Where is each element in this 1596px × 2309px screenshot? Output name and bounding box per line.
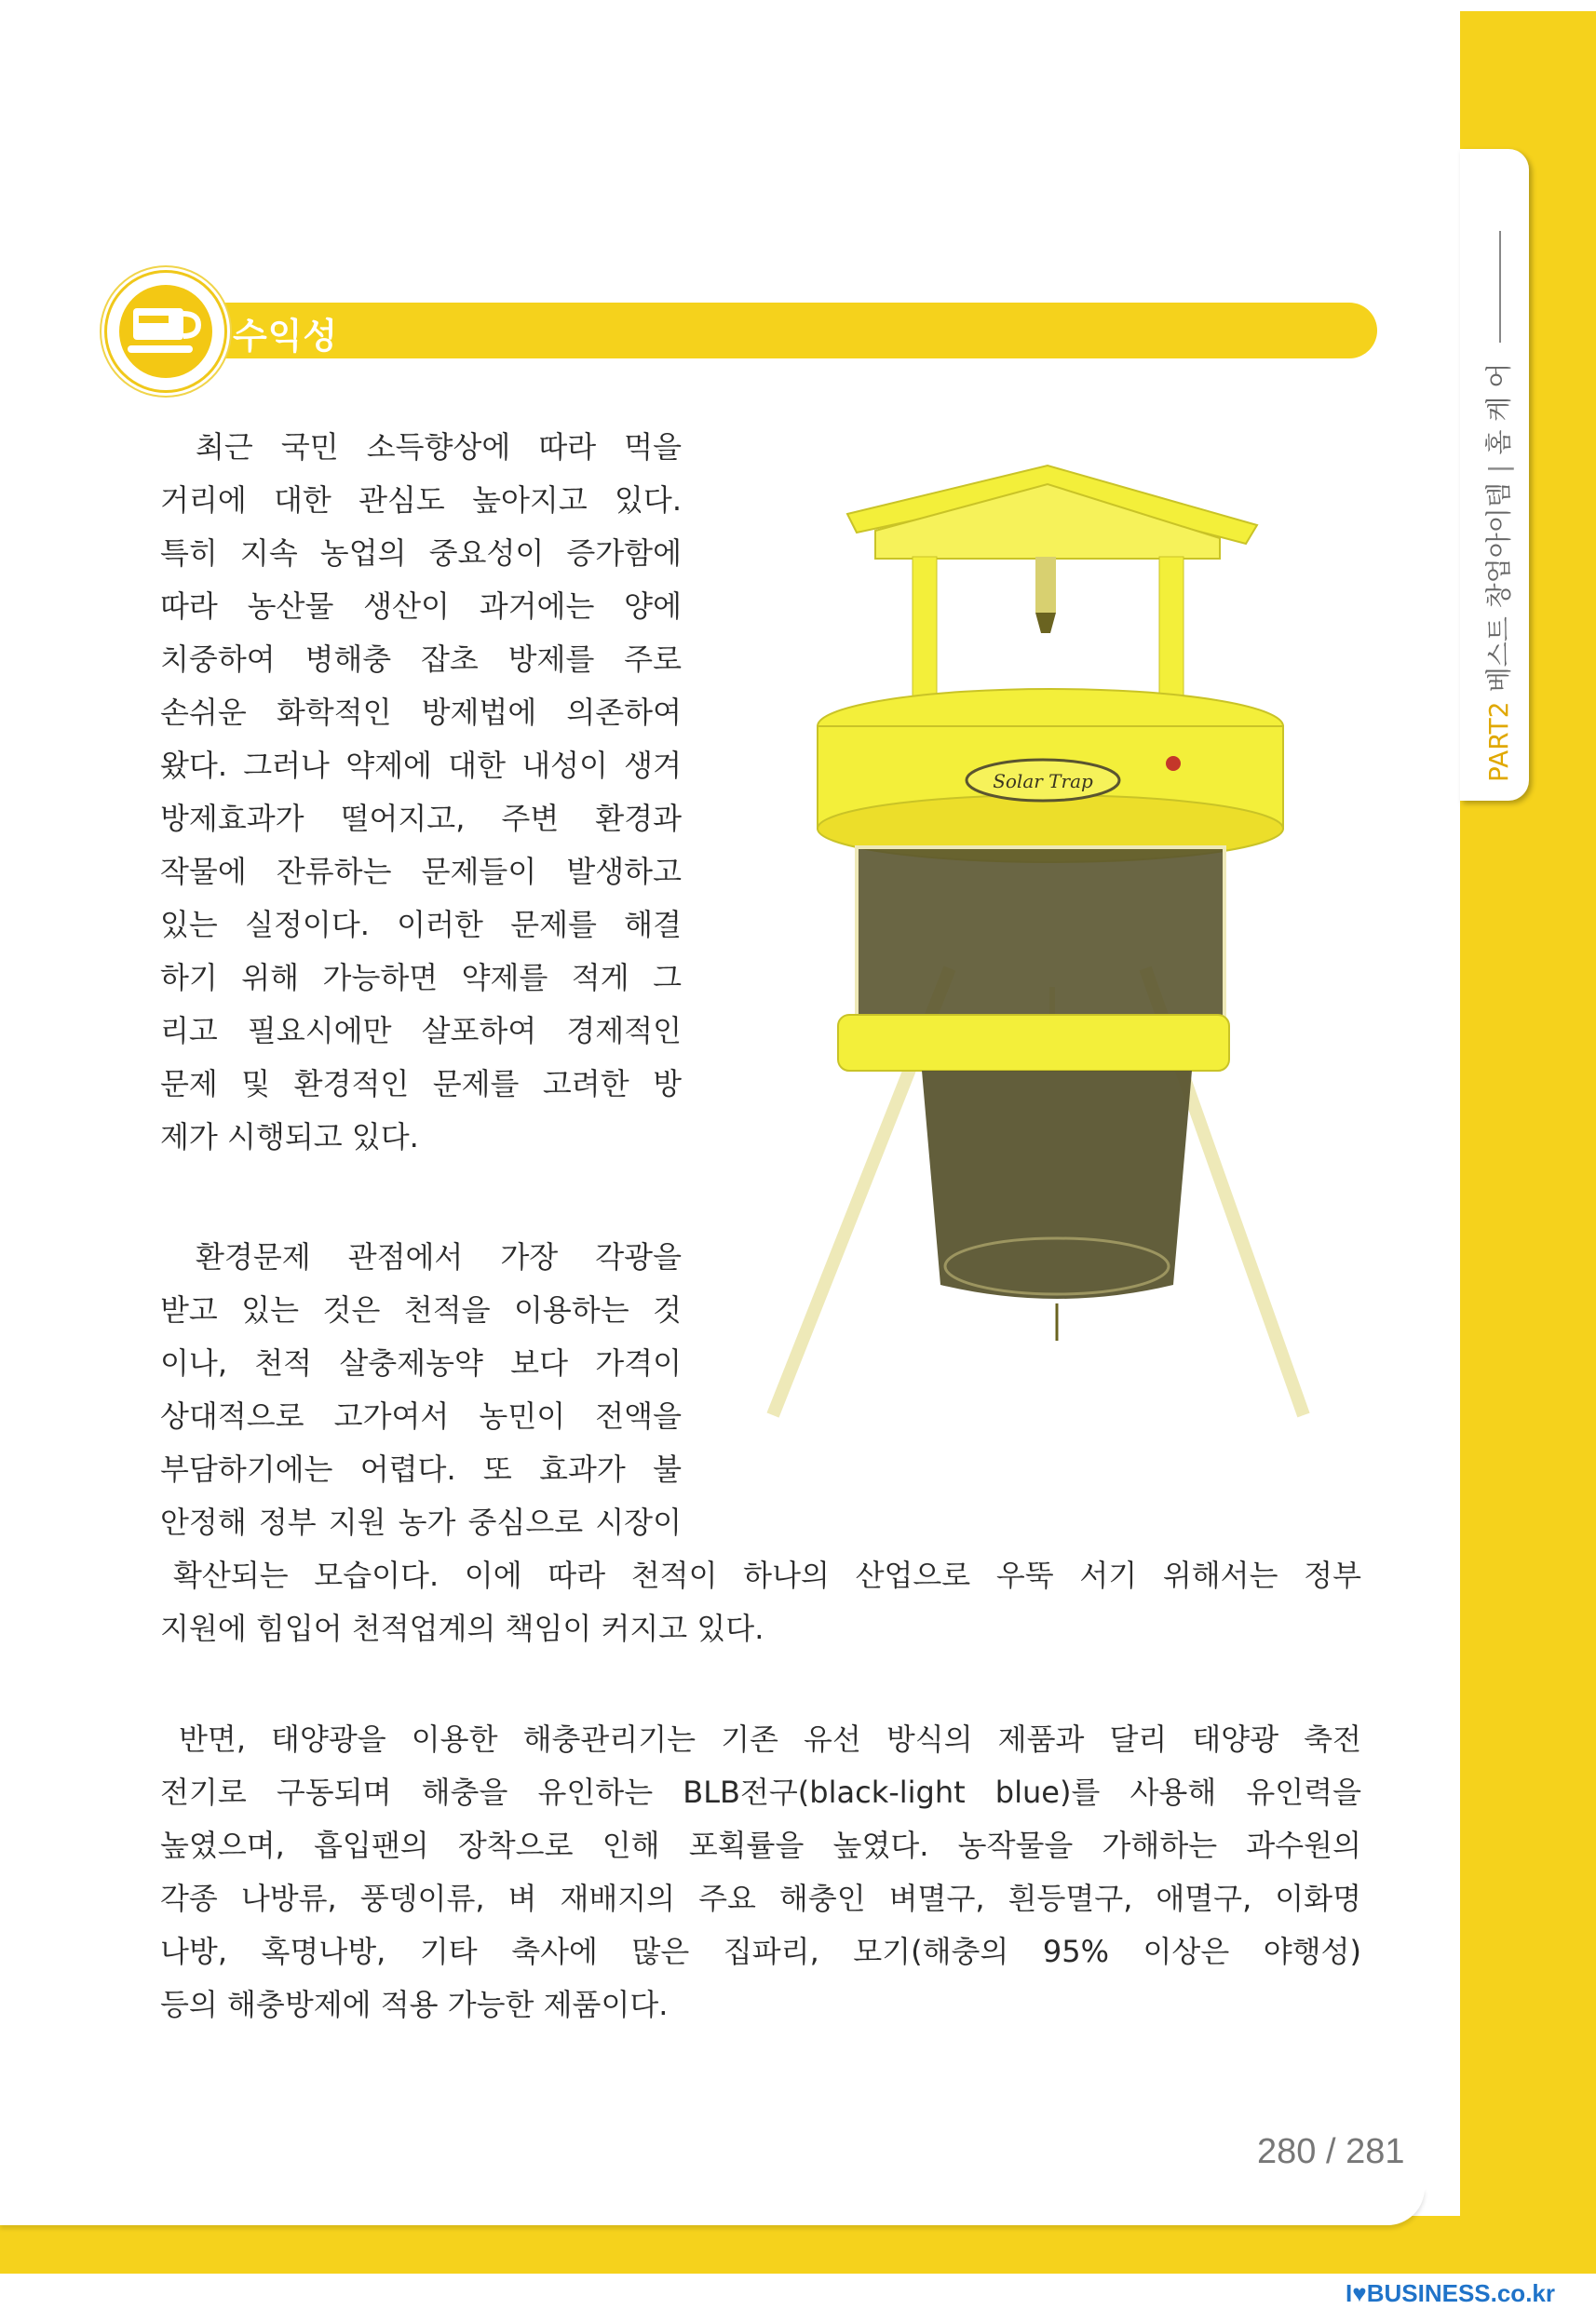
paragraph-line: 이나, 천적 살충제농약 보다 가격이	[160, 1345, 682, 1381]
side-chapter: 홈 케 어	[1483, 362, 1514, 455]
footer-prefix: I	[1346, 2279, 1353, 2307]
paragraph-2-continued	[160, 1549, 1361, 1655]
paragraph-line: 등의 해충방제에 적용 가능한 제품이다.	[160, 1987, 669, 2022]
paragraph-2	[160, 1231, 682, 1549]
paragraph-line: 작물에 잔류하는 문제들이 발생하고	[160, 854, 682, 889]
paragraph-line: 최근 국민 소득향상에 따라 먹을	[196, 429, 682, 465]
paragraph-line: 리고 필요시에만 살포하여 경제적인	[160, 1013, 682, 1048]
trap-ring	[838, 1015, 1229, 1071]
paragraph-line: 받고 있는 것은 천적을 이용하는 것	[160, 1292, 682, 1328]
coffee-cup-icon	[104, 270, 227, 393]
paragraph-line: 문제 및 환경적인 문제를 고려한 방	[160, 1066, 682, 1101]
paragraph-line: 있는 실정이다. 이러한 문제를 해결	[160, 907, 682, 942]
paragraph-line: 높였으며, 흡입팬의 장착으로 인해 포획률을 높였다. 농작물을 가해하는 과수원의	[160, 1828, 1361, 1863]
paragraph-line: 환경문제 관점에서 가장 각광을	[196, 1239, 682, 1275]
heart-icon: ♥	[1352, 2279, 1367, 2307]
paragraph-line: 거리에 대한 관심도 높아지고 있다.	[160, 482, 682, 518]
footer-brand-name: BUSINESS	[1366, 2279, 1491, 2307]
paragraph-line: 왔다. 그러나 약제에 대한 내성이 생겨	[160, 748, 682, 783]
paragraph-line: 따라 농산물 생산이 과거에는 양에	[160, 588, 682, 624]
side-title: 베스트 창업아이템	[1483, 482, 1514, 693]
side-part-label: PART2	[1483, 701, 1514, 782]
trap-net-upper	[857, 847, 1224, 1033]
paragraph-3	[160, 1713, 1361, 2032]
section-title: 수익성	[233, 316, 339, 357]
section-header-bar	[199, 303, 1377, 358]
side-chapter-label	[1479, 231, 1516, 782]
trap-net-bag	[922, 1071, 1192, 1299]
page-bottom-edge	[0, 2188, 1425, 2225]
paragraph-line: 확산되는 모습이다. 이에 따라 천적이 하나의 산업으로 우뚝 서기 위해서는 정부	[173, 1558, 1361, 1593]
side-rule	[1499, 231, 1501, 343]
paragraph-line: 제가 시행되고 있다.	[160, 1119, 419, 1154]
paragraph-line: 나방, 혹명나방, 기타 축사에 많은 집파리, 모기(해충의 95% 이상은 야행성)	[160, 1934, 1361, 1969]
paragraph-line: 하기 위해 가능하면 약제를 적게 그	[160, 960, 682, 995]
paragraph-line: 각종 나방류, 풍뎅이류, 벼 재배지의 주요 해충인 벼멸구, 흰등멸구, 애멸구, 이화명	[160, 1881, 1361, 1916]
paragraph-1	[160, 421, 682, 1164]
footer-brand	[1346, 2279, 1555, 2308]
paragraph-line: 방제효과가 떨어지고, 주변 환경과	[160, 801, 682, 836]
paragraph-line: 특히 지속 농업의 중요성이 증가함에	[160, 535, 682, 571]
paragraph-line: 안정해 정부 지원 농가 중심으로 시장이	[160, 1505, 682, 1540]
page-number: 280 / 281	[1257, 2132, 1405, 2171]
solar-trap-photo	[736, 447, 1369, 1452]
paragraph-line: 지원에 힘입어 천적업계의 책임이 커지고 있다.	[160, 1611, 764, 1646]
side-separator: |	[1483, 464, 1514, 474]
paragraph-line: 부담하기에는 어렵다. 또 효과가 불	[160, 1452, 682, 1487]
footer-suffix: .co.kr	[1490, 2279, 1555, 2307]
paragraph-line: 손쉬운 화학적인 방제법에 의존하여	[160, 695, 682, 730]
paragraph-line: 상대적으로 고가여서 농민이 전액을	[160, 1398, 682, 1434]
solar-trap-label-text: Solar Trap	[993, 770, 1093, 792]
paragraph-line: 전기로 구동되며 해충을 유인하는 BLB전구(black-light blue)를 사용해 유인력을	[160, 1775, 1361, 1810]
paragraph-line: 반면, 태양광을 이용한 해충관리기는 기존 유선 방식의 제품과 달리 태양광 축전	[179, 1722, 1361, 1757]
paragraph-line: 치중하여 병해충 잡초 방제를 주로	[160, 641, 682, 677]
